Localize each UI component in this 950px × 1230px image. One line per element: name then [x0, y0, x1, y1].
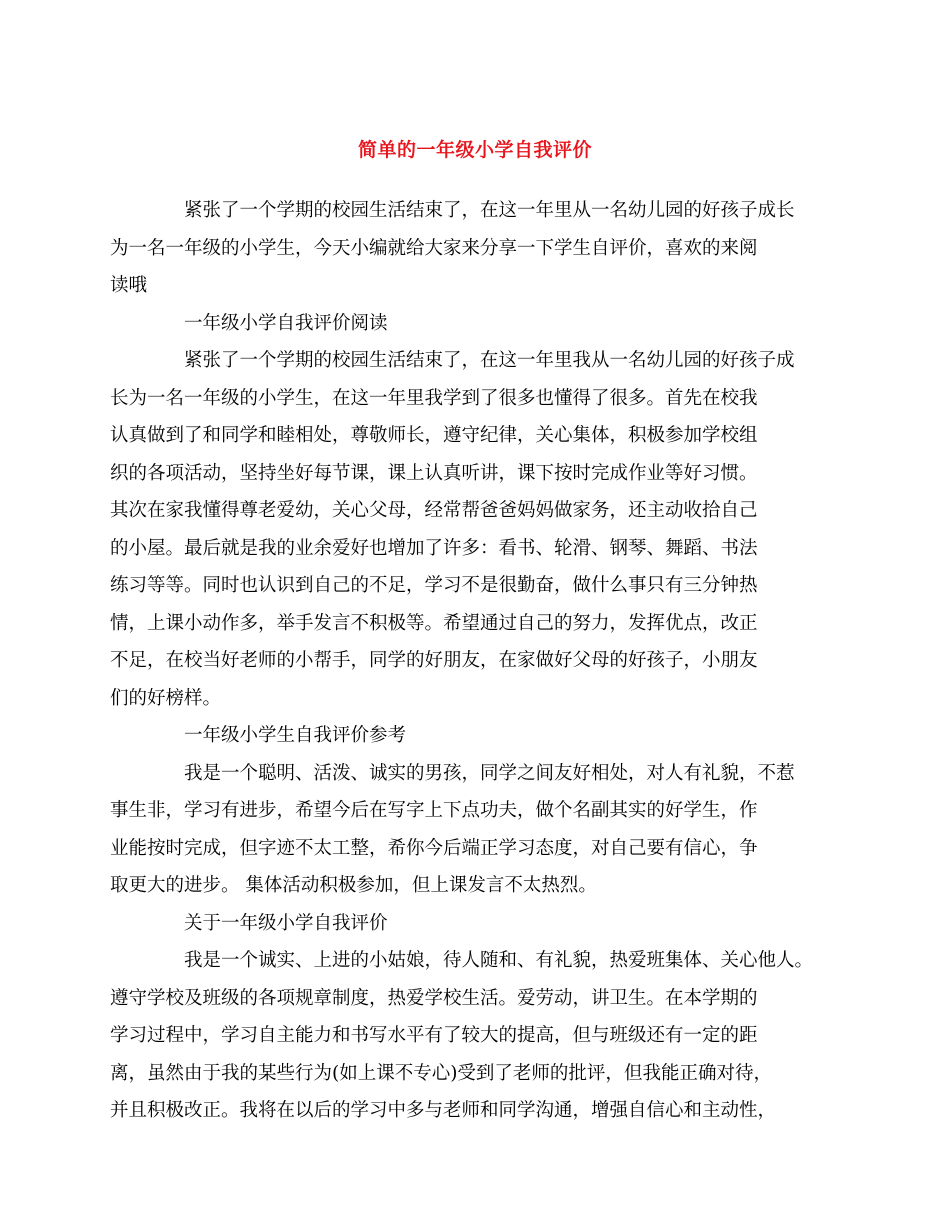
paragraph-line: 紧张了一个学期的校园生活结束了，在这一年里我从一名幼儿园的好孩子成: [184, 350, 795, 371]
paragraph-line: 我是一个聪明、活泼、诚实的男孩，同学之间友好相处，对人有礼貌，不惹: [184, 762, 795, 784]
body-paragraph: [110, 192, 819, 305]
paragraph-line: 们的好榜样。: [110, 687, 222, 709]
paragraph-line: 认真做到了和同学和睦相处，尊敬师长，遵守纪律，关心集体，积极参加学校组: [110, 425, 758, 446]
section-heading: 关于一年级小学自我评价: [184, 912, 388, 934]
paragraph-line: 我是一个诚实、上进的小姑娘，待人随和、有礼貌，热爱班集体、关心他人。: [184, 950, 814, 971]
body-paragraph: [110, 942, 819, 1130]
paragraph-line: 紧张了一个学期的校园生活结束了，在这一年里从一名幼儿园的好孩子成长: [184, 200, 795, 221]
paragraph-line: 业能按时完成，但字迹不太工整，希你今后端正学习态度，对自己要有信心，争: [110, 837, 758, 859]
paragraph-line: 练习等等。同时也认识到自己的不足，学习不是很勤奋，做什么事只有三分钟热: [110, 575, 758, 596]
paragraph-line: 情，上课小动作多，举手发言不积极等。希望通过自己的努力，发挥优点，改正: [110, 612, 758, 634]
section-heading: 一年级小学生自我评价参考: [184, 725, 407, 746]
paragraph-line: 事生非，学习有进步，希望今后在写字上下点功夫，做个名副其实的好学生，作: [110, 800, 758, 821]
paragraph-line: 遵守学校及班级的各项规章制度，热爱学校生活。爱劳动，讲卫生。在本学期的: [110, 987, 758, 1009]
paragraph-line: 的小屋。最后就是我的业余爱好也增加了许多：看书、轮滑、钢琴、舞蹈、书法: [110, 537, 758, 559]
paragraph-line: 其次在家我懂得尊老爱幼，关心父母，经常帮爸爸妈妈做家务，还主动收拾自己: [110, 500, 758, 521]
body-paragraph: [110, 342, 819, 717]
paragraph-line: 离，虽然由于我的某些行为(如上课不专心)受到了老师的批评，但我能正确对待，: [110, 1062, 772, 1084]
paragraph-line: 并且积极改正。我将在以后的学习中多与老师和同学沟通，增强自信心和主动性，: [110, 1100, 777, 1121]
paragraph-line: 读哦: [110, 275, 148, 296]
document-title: 简单的一年级小学自我评价: [357, 139, 592, 161]
paragraph-line: 织的各项活动，坚持坐好每节课，课上认真听讲，课下按时完成作业等好习惯。: [110, 462, 758, 484]
body-paragraph: [110, 755, 819, 905]
paragraph-line: 取更大的进步。 集体活动积极参加，但上课发言不太热烈。: [110, 875, 597, 896]
paragraph-line: 学习过程中，学习自主能力和书写水平有了较大的提高，但与班级还有一定的距: [110, 1025, 758, 1046]
section-heading: 一年级小学自我评价阅读: [184, 312, 388, 334]
paragraph-line: 不足，在校当好老师的小帮手，同学的好朋友，在家做好父母的好孩子，小朋友: [110, 650, 758, 671]
paragraph-line: 长为一名一年级的小学生，在这一年里我学到了很多也懂得了很多。首先在校我: [110, 387, 758, 409]
document-body: [110, 192, 819, 1130]
paragraph-line: 为一名一年级的小学生，今天小编就给大家来分享一下学生自评价，喜欢的来阅: [110, 237, 758, 259]
